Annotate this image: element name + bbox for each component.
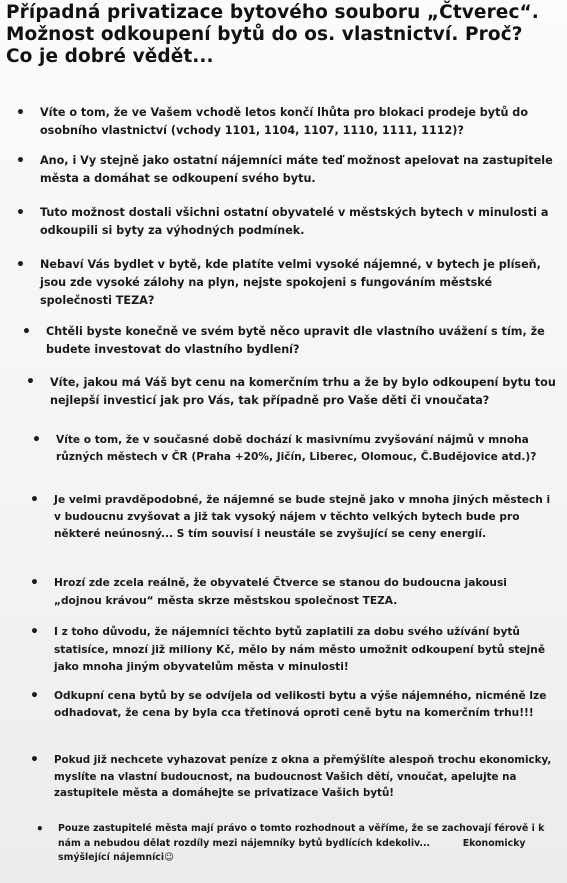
bullet-text: Odkupní cena bytů by se odvíjela od velikosti bytu a výše nájemného, nicméně lze odhadovat, že cena by byla cca třetinová oproti ceně bytu na komerčním trhu!!! <box>54 690 547 719</box>
title-line-2: Možnost odkoupení bytů do os. vlastnictví. Proč? <box>6 24 523 45</box>
bullet-text: Chtěli byste konečně ve svém bytě něco upravit dle vlastního uvážení s tím, že budete investovat do vlastního bydlení? <box>46 325 545 356</box>
bullet-item <box>16 256 556 310</box>
bullet-dot-icon: • <box>30 624 39 640</box>
bullet-text: Víte o tom, že ve Vašem vchodě letos končí lhůta pro blokaci prodeje bytů do osobního vlastnictví (vchody 1101, 1104, 1107, 1110, 1111, 1112)? <box>40 106 528 137</box>
bullet-item <box>30 574 556 610</box>
bullet-item <box>30 752 556 802</box>
bullet-item <box>22 323 556 359</box>
bullet-dot-icon: • <box>16 153 25 169</box>
bullet-text: Ano, i Vy stejně jako ostatní nájemníci máte teď možnost apelovat na zastupitele města a domáhat se odkoupení svého bytu. <box>40 154 553 185</box>
bullet-item <box>36 822 556 866</box>
bullet-item <box>26 374 556 409</box>
bullet-text: Nebaví Vás bydlet v bytě, kde platíte velmi vysoké nájemné, v bytech je plíseň, jsou zde vysoké zálohy na plyn, nejste spokojeni s fungováním městské společnosti TEZA? <box>40 258 541 307</box>
bullet-item <box>16 152 556 188</box>
bullet-dot-icon: • <box>26 374 35 390</box>
bullet-dot-icon: • <box>30 492 39 508</box>
bullet-text: Hrozí zde zcela reálně, že obyvatelé Čtverce se stanou do budoucna jakousi „dojnou krávou“ města skrze městskou společnost TEZA. <box>54 577 507 607</box>
bullet-text: Tuto možnost dostali všichni ostatní obyvatelé v městských bytech v minulosti a odkoupili si byty za výhodných podmínek. <box>40 206 549 237</box>
bullet-text: Pokud již nechcete vyhazovat peníze z okna a přemýšlíte alespoň trochu ekonomicky, myslíte na vlastní budoucnost, na budoucnost Vašich dětí, vnoučat, apelujte na zastupitele města a domáhejte se privatizace Vašich bytů! <box>54 754 552 799</box>
title-line-3: Co je dobré vědět... <box>6 46 214 67</box>
flyer-title <box>6 2 561 68</box>
bullet-dot-icon: • <box>36 822 44 836</box>
bullet-item <box>16 104 556 140</box>
title-line-1: Případná privatizace bytového souboru „Čtverec“. <box>6 2 539 23</box>
bullet-dot-icon: • <box>16 257 25 273</box>
bullet-dot-icon: • <box>30 575 39 591</box>
bullet-dot-icon: • <box>22 324 31 340</box>
bullet-text: I z toho důvodu, že nájemníci těchto bytů zaplatili za dobu svého užívání bytů statisíce, mnozí již miliony Kč, mělo by nám město umožnit odkoupení bytů stejně jako mnoha jiným obyvatelům města v minulosti! <box>54 626 546 673</box>
bullet-item <box>30 624 556 677</box>
bullet-item <box>30 688 556 722</box>
bullet-dot-icon: • <box>30 688 39 704</box>
bullet-item <box>32 432 556 466</box>
bullet-item <box>16 204 556 240</box>
bullet-dot-icon: • <box>30 752 39 768</box>
bullet-text: Víte o tom, že v současné době dochází k masivnímu zvyšování nájmů v mnoha různých městech v ČR (Praha +20%, Jičín, Liberec, Olomouc, Č.Budějovice atd.)? <box>56 434 537 463</box>
bullet-text: Pouze zastupitelé města mají právo o tomto rozhodnout a věříme, že se zachovají férově i k nám a nebudou dělat rozdíly mezi nájemníky bytů bydlících kdekoliv... Ekonomicky smýšlející nájemníci☺ <box>58 823 548 863</box>
bullet-dot-icon: • <box>32 432 41 448</box>
bullet-dot-icon: • <box>16 205 25 221</box>
bullet-item <box>30 492 556 543</box>
bullet-text: Je velmi pravděpodobné, že nájemné se bude stejně jako v mnoha jiných městech i v budoucnu zvyšovat a již tak vysoký nájem v těchto velkých bytech bude pro některé neúnosný... S tím souvisí i neustále se zvyšující se ceny energií. <box>54 494 551 540</box>
bullet-dot-icon: • <box>16 105 25 121</box>
bullet-text: Víte, jakou má Váš byt cenu na komerčním trhu a že by bylo odkoupení bytu tou nejlepší investicí jak pro Vás, tak případně pro Vaše děti či vnoučata? <box>50 376 556 407</box>
